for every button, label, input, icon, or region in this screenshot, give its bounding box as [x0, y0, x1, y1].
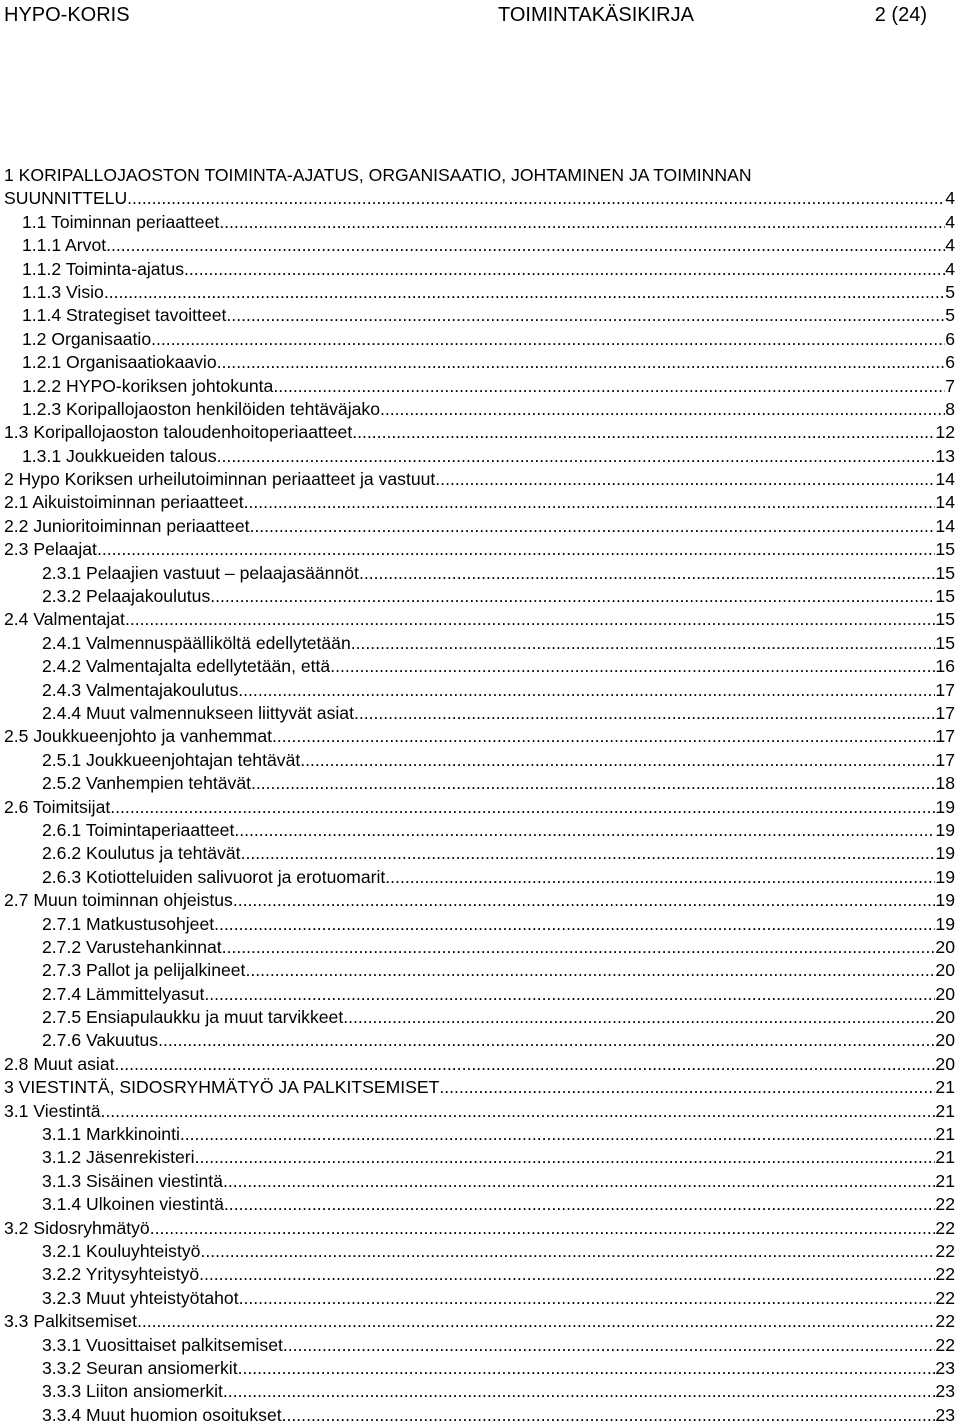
toc-page-number: 4 — [945, 235, 955, 256]
toc-entry[interactable] — [4, 187, 955, 210]
toc-page-number: 13 — [935, 445, 955, 466]
toc-entry[interactable] — [4, 1146, 955, 1169]
dot-leader — [352, 421, 935, 444]
toc-entry-label: 2.7.1 Matkustusohjeet — [42, 913, 215, 934]
toc-entry[interactable] — [4, 725, 955, 748]
toc-entry[interactable] — [4, 1310, 955, 1333]
toc-page-number: 19 — [935, 866, 955, 887]
toc-entry-label: 2.7.3 Pallot ja pelijalkineet — [42, 960, 246, 981]
dot-leader — [106, 234, 945, 257]
toc-entry-label: 3.1.2 Jäsenrekisteri — [42, 1147, 195, 1168]
toc-entry[interactable] — [4, 842, 955, 865]
toc-entry[interactable] — [4, 608, 955, 631]
toc-page-number: 15 — [935, 562, 955, 583]
toc-page-number: 18 — [935, 773, 955, 794]
toc-page-number: 22 — [935, 1194, 955, 1215]
toc-entry-label: 2.3.2 Pelaajakoulutus — [42, 586, 211, 607]
toc-page-number: 17 — [935, 749, 955, 770]
toc-entry-label: 1.3 Koripallojaoston taloudenhoitoperiaatteet — [4, 422, 353, 443]
toc-entry[interactable] — [4, 562, 955, 585]
toc-entry-label: 3.3 Palkitsemiset — [4, 1311, 137, 1332]
dot-leader — [210, 585, 935, 608]
dot-leader — [351, 632, 936, 655]
toc-entry-label: 2.5.2 Vanhempien tehtävät — [42, 773, 251, 794]
toc-entry-label: 2.4.3 Valmentajakoulutus — [42, 679, 239, 700]
toc-page-number: 15 — [935, 609, 955, 630]
toc-entry[interactable] — [4, 1404, 955, 1427]
dot-leader — [223, 1170, 935, 1193]
toc-entry[interactable] — [4, 702, 955, 725]
toc-entry[interactable] — [4, 491, 955, 514]
toc-entry[interactable] — [4, 679, 955, 702]
toc-page-number: 17 — [935, 679, 955, 700]
toc-entry[interactable] — [4, 1029, 955, 1052]
toc-page-number: 19 — [935, 890, 955, 911]
toc-entry[interactable] — [4, 1334, 955, 1357]
toc-entry-label: 3.3.1 Vuosittaiset palkitsemiset — [42, 1334, 283, 1355]
dot-leader — [199, 1263, 935, 1286]
toc-page-number: 21 — [935, 1077, 955, 1098]
toc-entry-label: 1 KORIPALLOJAOSTON TOIMINTA-AJATUS, ORGANISAATIO, JOHTAMINEN JA TOIMINNAN — [4, 165, 752, 185]
dot-leader — [101, 1100, 936, 1123]
toc-page-number: 6 — [945, 352, 955, 373]
toc-entry[interactable] — [4, 1123, 955, 1146]
toc-entry-heading-line[interactable] — [4, 164, 955, 187]
toc-page-number: 15 — [935, 586, 955, 607]
dot-leader — [226, 304, 945, 327]
dot-leader — [104, 281, 945, 304]
toc-entry[interactable] — [4, 1380, 955, 1403]
toc-entry-label: 1.2.3 Koripallojaoston henkilöiden tehtäväjako — [22, 398, 380, 419]
dot-leader — [385, 866, 935, 889]
toc-page-number: 12 — [935, 422, 955, 443]
toc-page-number: 4 — [945, 258, 955, 279]
toc-page-number: 6 — [945, 328, 955, 349]
toc-entry[interactable] — [4, 1006, 955, 1029]
dot-leader — [239, 1287, 936, 1310]
dot-leader — [115, 1053, 936, 1076]
toc-entry[interactable] — [4, 445, 955, 468]
toc-entry[interactable] — [4, 234, 955, 257]
toc-entry-label: 2.4.1 Valmennuspäälliköltä edellytetään — [42, 632, 351, 653]
toc-page-number: 22 — [935, 1240, 955, 1261]
toc-page-number: 19 — [935, 796, 955, 817]
toc-entry-label: 3.1.4 Ulkoinen viestintä — [42, 1194, 224, 1215]
toc-entry-label: 2.5.1 Joukkueenjohtajan tehtävät — [42, 749, 301, 770]
dot-leader — [244, 491, 936, 514]
toc-entry-label: 2.6 Toimitsijat — [4, 796, 111, 817]
toc-entry[interactable] — [4, 398, 955, 421]
dot-leader — [330, 655, 935, 678]
toc-entry-label: 3.2.1 Kouluyhteistyö — [42, 1240, 201, 1261]
toc-entry[interactable] — [4, 304, 955, 327]
toc-entry[interactable] — [4, 819, 955, 842]
toc-entry[interactable] — [4, 375, 955, 398]
toc-page-number: 22 — [935, 1217, 955, 1238]
dot-leader — [283, 1334, 936, 1357]
toc-page-number: 23 — [935, 1357, 955, 1378]
toc-entry[interactable] — [4, 632, 955, 655]
toc-entry-label: SUUNNITTELU — [4, 188, 128, 209]
toc-entry-label: 2.5 Joukkueenjohto ja vanhemmat — [4, 726, 272, 747]
dot-leader — [250, 515, 936, 538]
toc-entry-label: 1.1.3 Visio — [22, 281, 104, 302]
toc-entry-label: 1.2.2 HYPO-koriksen johtokunta — [22, 375, 274, 396]
dot-leader — [233, 889, 936, 912]
dot-leader — [204, 983, 935, 1006]
toc-page-number: 20 — [935, 983, 955, 1004]
toc-page-number: 23 — [935, 1381, 955, 1402]
toc-entry[interactable] — [4, 1076, 955, 1099]
toc-page-number: 5 — [945, 281, 955, 302]
toc-entry[interactable] — [4, 1240, 955, 1263]
toc-page-number: 20 — [935, 1030, 955, 1051]
dot-leader — [219, 211, 945, 234]
toc-entry[interactable] — [4, 258, 955, 281]
toc-entry[interactable] — [4, 1100, 955, 1123]
toc-page-number: 22 — [935, 1287, 955, 1308]
dot-leader — [137, 1310, 935, 1333]
dot-leader — [282, 1404, 936, 1427]
toc-page-number: 22 — [935, 1264, 955, 1285]
toc-entry[interactable] — [4, 585, 955, 608]
toc-entry-label: 3.2 Sidosryhmätyö — [4, 1217, 150, 1238]
toc-entry-label: 3.2.3 Muut yhteistyötahot — [42, 1287, 239, 1308]
dot-leader — [354, 702, 935, 725]
dot-leader — [224, 1193, 936, 1216]
toc-page-number: 19 — [935, 913, 955, 934]
toc-page-number: 22 — [935, 1334, 955, 1355]
dot-leader — [125, 608, 935, 631]
toc-entry-label: 1.2.1 Organisaatiokaavio — [22, 352, 217, 373]
header-org-name: HYPO-KORIS — [4, 4, 130, 26]
toc-entry[interactable] — [4, 959, 955, 982]
toc-entry[interactable] — [4, 328, 955, 351]
toc-page-number: 5 — [945, 305, 955, 326]
toc-entry-label: 3.3.4 Muut huomion osoitukset — [42, 1404, 282, 1425]
toc-entry-label: 2.7.5 Ensiapulaukku ja muut tarvikkeet — [42, 1007, 344, 1028]
toc-entry[interactable] — [4, 1053, 955, 1076]
dot-leader — [150, 1217, 936, 1240]
dot-leader — [222, 936, 936, 959]
header-page-number: 2 (24) — [874, 4, 927, 26]
toc-page-number: 15 — [935, 632, 955, 653]
toc-entry[interactable] — [4, 1217, 955, 1240]
toc-entry-label: 2.6.3 Kotiotteluiden salivuorot ja erotuomarit — [42, 866, 386, 887]
dot-leader — [300, 749, 935, 772]
dot-leader — [238, 1357, 936, 1380]
toc-page-number: 14 — [935, 515, 955, 536]
toc-entry[interactable] — [4, 772, 955, 795]
toc-entry-label: 3.3.2 Seuran ansiomerkit — [42, 1357, 238, 1378]
dot-leader — [214, 913, 935, 936]
toc-entry-label: 2.6.2 Koulutus ja tehtävät — [42, 843, 241, 864]
toc-entry-label: 1.1 Toiminnan periaatteet — [22, 211, 220, 232]
toc-entry-label: 1.1.1 Arvot — [22, 235, 107, 256]
toc-entry-label: 1.1.4 Strategiset tavoitteet — [22, 305, 227, 326]
toc-entry-label: 2.2 Junioritoiminnan periaatteet — [4, 515, 250, 536]
header-document-title: TOIMINTAKÄSIKIRJA — [498, 4, 694, 26]
dot-leader — [272, 725, 935, 748]
toc-entry[interactable] — [4, 913, 955, 936]
toc-entry-label: 1.2 Organisaatio — [22, 328, 152, 349]
dot-leader — [127, 187, 945, 210]
dot-leader — [200, 1240, 935, 1263]
toc-entry[interactable] — [4, 655, 955, 678]
dot-leader — [97, 538, 935, 561]
toc-page-number: 20 — [935, 1053, 955, 1074]
toc-page-number: 21 — [935, 1124, 955, 1145]
toc-entry-label: 2.1 Aikuistoiminnan periaatteet — [4, 492, 244, 513]
toc-entry[interactable] — [4, 211, 955, 234]
dot-leader — [110, 796, 935, 819]
toc-entry-label: 2 Hypo Koriksen urheilutoiminnan periaatteet ja vastuut — [4, 469, 436, 490]
toc-entry-label: 3 VIESTINTÄ, SIDOSRYHMÄTYÖ JA PALKITSEMISET — [4, 1077, 440, 1098]
toc-page-number: 15 — [935, 539, 955, 560]
toc-page-number: 21 — [935, 1170, 955, 1191]
toc-entry[interactable] — [4, 281, 955, 304]
toc-entry-label: 1.1.2 Toiminta-ajatus — [22, 258, 185, 279]
toc-page-number: 14 — [935, 492, 955, 513]
toc-entry[interactable] — [4, 983, 955, 1006]
toc-page-number: 21 — [935, 1147, 955, 1168]
toc-page-number: 19 — [935, 843, 955, 864]
dot-leader — [273, 375, 945, 398]
dot-leader — [435, 468, 935, 491]
dot-leader — [343, 1006, 935, 1029]
toc-entry-label: 2.3.1 Pelaajien vastuut – pelaajasäännöt — [42, 562, 359, 583]
toc-entry[interactable] — [4, 936, 955, 959]
toc-entry[interactable] — [4, 468, 955, 491]
table-of-contents — [4, 164, 955, 1427]
toc-entry[interactable] — [4, 749, 955, 772]
toc-entry-label: 2.3 Pelaajat — [4, 539, 97, 560]
toc-page-number: 21 — [935, 1100, 955, 1121]
toc-entry[interactable] — [4, 351, 955, 374]
dot-leader — [217, 351, 946, 374]
toc-page-number: 4 — [945, 211, 955, 232]
toc-page-number: 20 — [935, 936, 955, 957]
toc-page-number: 7 — [945, 375, 955, 396]
dot-leader — [359, 562, 935, 585]
toc-entry-label: 2.7.2 Varustehankinnat — [42, 936, 222, 957]
page-header — [4, 4, 956, 28]
toc-entry[interactable] — [4, 889, 955, 912]
toc-entry-label: 3.2.2 Yritysyhteistyö — [42, 1264, 200, 1285]
toc-entry-label: 2.7 Muun toiminnan ohjeistus — [4, 890, 233, 911]
toc-entry-label: 2.7.4 Lämmittelyasut — [42, 983, 205, 1004]
dot-leader — [151, 328, 945, 351]
toc-entry[interactable] — [4, 1193, 955, 1216]
toc-page-number: 22 — [935, 1311, 955, 1332]
toc-entry[interactable] — [4, 796, 955, 819]
toc-entry-label: 3.1.1 Markkinointi — [42, 1124, 180, 1145]
dot-leader — [184, 258, 945, 281]
toc-entry-label: 3.3.3 Liiton ansiomerkit — [42, 1381, 223, 1402]
toc-page-number: 23 — [935, 1404, 955, 1425]
toc-entry-label: 2.4.2 Valmentajalta edellytetään, että — [42, 656, 331, 677]
dot-leader — [180, 1123, 936, 1146]
toc-entry[interactable] — [4, 1357, 955, 1380]
toc-entry[interactable] — [4, 1170, 955, 1193]
toc-entry[interactable] — [4, 1263, 955, 1286]
dot-leader — [245, 959, 935, 982]
dot-leader — [234, 819, 935, 842]
dot-leader — [241, 842, 936, 865]
toc-entry-label: 2.8 Muut asiat — [4, 1053, 115, 1074]
toc-page-number: 17 — [935, 702, 955, 723]
toc-page-number: 20 — [935, 1007, 955, 1028]
toc-entry[interactable] — [4, 866, 955, 889]
dot-leader — [217, 445, 936, 468]
toc-entry-label: 2.4 Valmentajat — [4, 609, 125, 630]
dot-leader — [251, 772, 935, 795]
toc-entry[interactable] — [4, 1287, 955, 1310]
toc-entry[interactable] — [4, 515, 955, 538]
dot-leader — [223, 1380, 936, 1403]
toc-entry-label: 2.4.4 Muut valmennukseen liittyvät asiat — [42, 702, 354, 723]
dot-leader — [439, 1076, 935, 1099]
toc-page-number: 8 — [945, 398, 955, 419]
toc-entry-label: 2.6.1 Toimintaperiaatteet — [42, 819, 235, 840]
toc-page-number: 16 — [935, 656, 955, 677]
dot-leader — [380, 398, 945, 421]
dot-leader — [238, 679, 935, 702]
toc-page-number: 4 — [945, 188, 955, 209]
dot-leader — [158, 1029, 935, 1052]
toc-page-number: 14 — [935, 469, 955, 490]
toc-entry[interactable] — [4, 421, 955, 444]
toc-page-number: 17 — [935, 726, 955, 747]
toc-page-number: 20 — [935, 960, 955, 981]
toc-entry-label: 3.1.3 Sisäinen viestintä — [42, 1170, 223, 1191]
toc-entry-label: 2.7.6 Vakuutus — [42, 1030, 159, 1051]
dot-leader — [195, 1146, 936, 1169]
toc-entry-label: 3.1 Viestintä — [4, 1100, 101, 1121]
toc-entry[interactable] — [4, 538, 955, 561]
toc-entry-label: 1.3.1 Joukkueiden talous — [22, 445, 217, 466]
toc-page-number: 19 — [935, 819, 955, 840]
